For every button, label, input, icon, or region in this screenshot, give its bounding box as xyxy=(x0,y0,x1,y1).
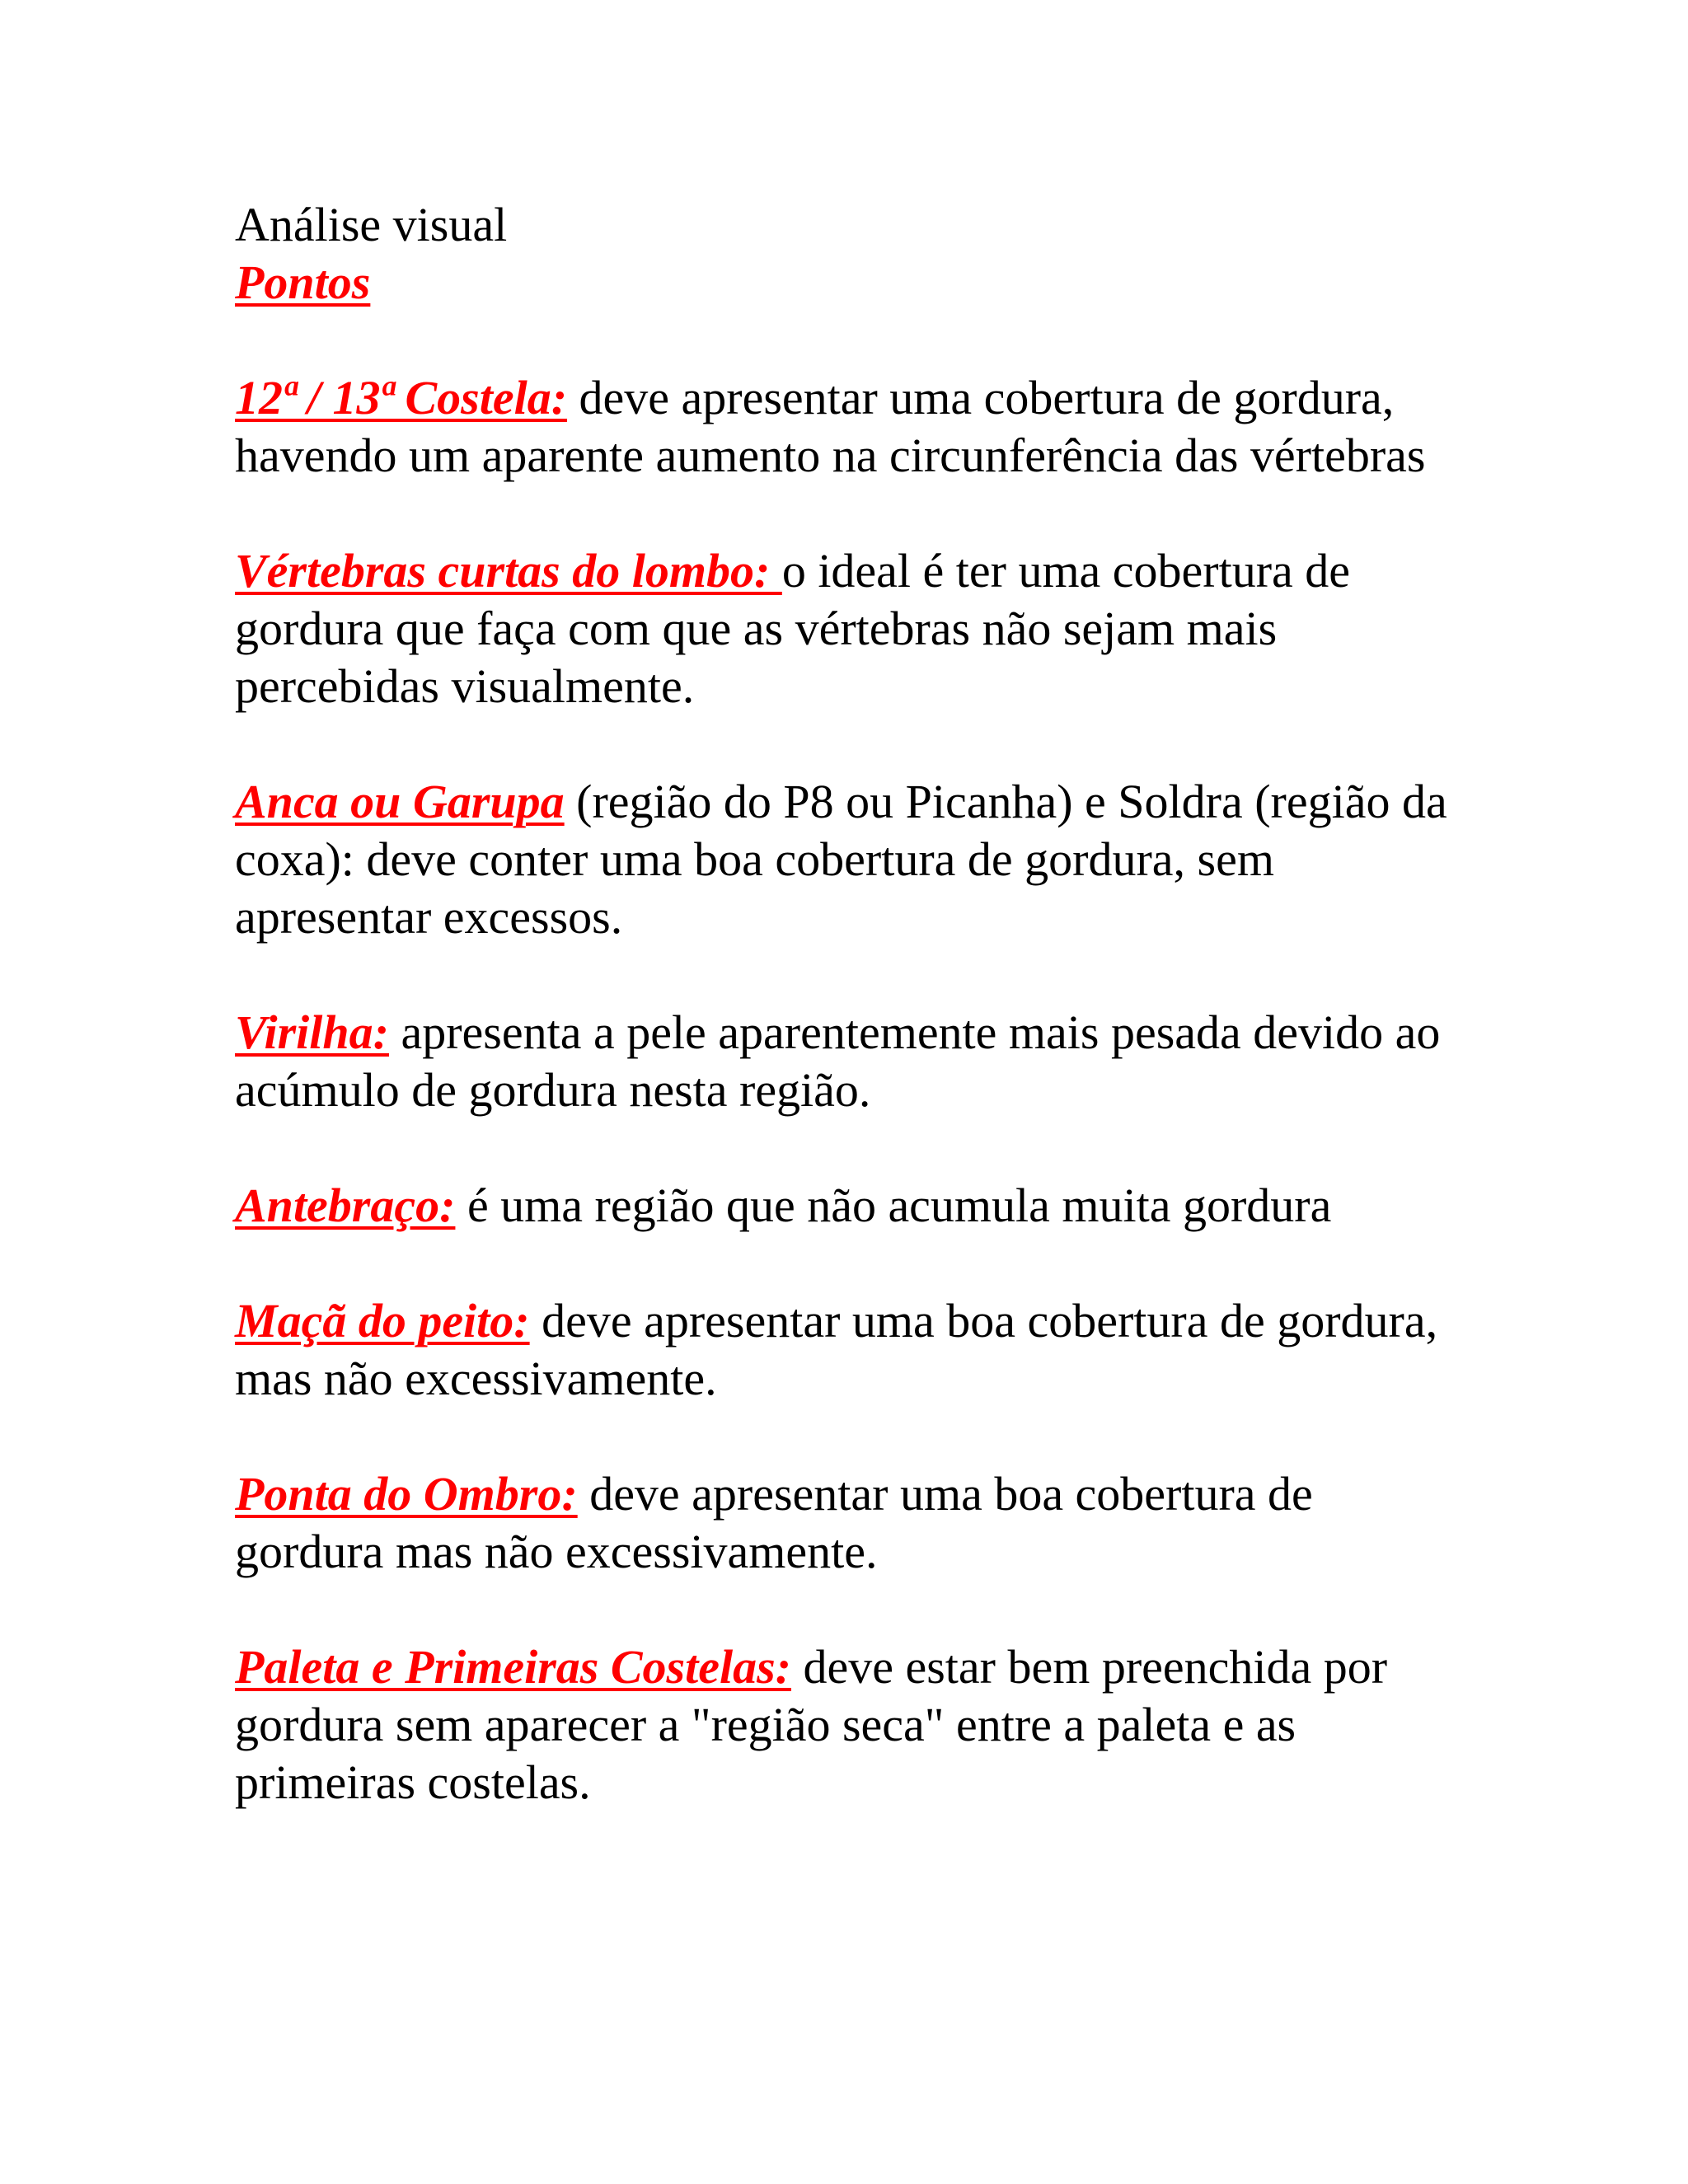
section-text: (região do P8 ou Picanha) e Soldra (região da coxa): deve conter uma boa cobertura de gordura, sem apresentar excessos. xyxy=(235,775,1447,944)
section-term: Ponta do Ombro: xyxy=(235,1467,578,1521)
section-term: Paleta e Primeiras Costelas: xyxy=(235,1640,791,1694)
spacer xyxy=(235,312,1471,369)
section-term: Antebraço: xyxy=(235,1179,456,1232)
section-term: Maçã do peito: xyxy=(235,1294,530,1347)
section-antebraco xyxy=(235,1177,1471,1235)
section-text: é uma região que não acumula muita gordura xyxy=(455,1179,1332,1232)
section-term: Vértebras curtas do lombo: xyxy=(235,544,782,598)
section-virilha xyxy=(235,1004,1471,1119)
section-text: apresenta a pele aparentemente mais pesada devido ao acúmulo de gordura nesta região. xyxy=(235,1005,1441,1117)
section-costela xyxy=(235,369,1471,485)
section-text: deve apresentar uma cobertura de gordura, havendo um aparente aumento na circunferência das vértebras xyxy=(235,371,1426,482)
section-term: Virilha: xyxy=(235,1005,389,1059)
section-term: 12ª / 13ª Costela: xyxy=(235,371,568,424)
section-term: Anca ou Garupa xyxy=(235,775,565,828)
section-paleta xyxy=(235,1638,1471,1811)
document-subtitle: Pontos xyxy=(235,255,371,309)
section-maca-do-peito xyxy=(235,1292,1471,1408)
section-text: deve apresentar uma boa cobertura de gordura, mas não excessivamente. xyxy=(235,1294,1438,1405)
document-title: Análise visual xyxy=(235,198,508,251)
section-ponta-do-ombro xyxy=(235,1465,1471,1581)
section-text: o ideal é ter uma cobertura de gordura que faça com que as vértebras não sejam mais percebidas visualmente. xyxy=(235,544,1351,713)
section-text: deve estar bem preenchida por gordura sem aparecer a "região seca" entre a paleta e as primeiras costelas. xyxy=(235,1640,1388,1809)
section-vertebras xyxy=(235,542,1471,715)
section-text: deve apresentar uma boa cobertura de gordura mas não excessivamente. xyxy=(235,1467,1313,1578)
section-anca xyxy=(235,773,1471,946)
document-page xyxy=(235,196,1471,1811)
